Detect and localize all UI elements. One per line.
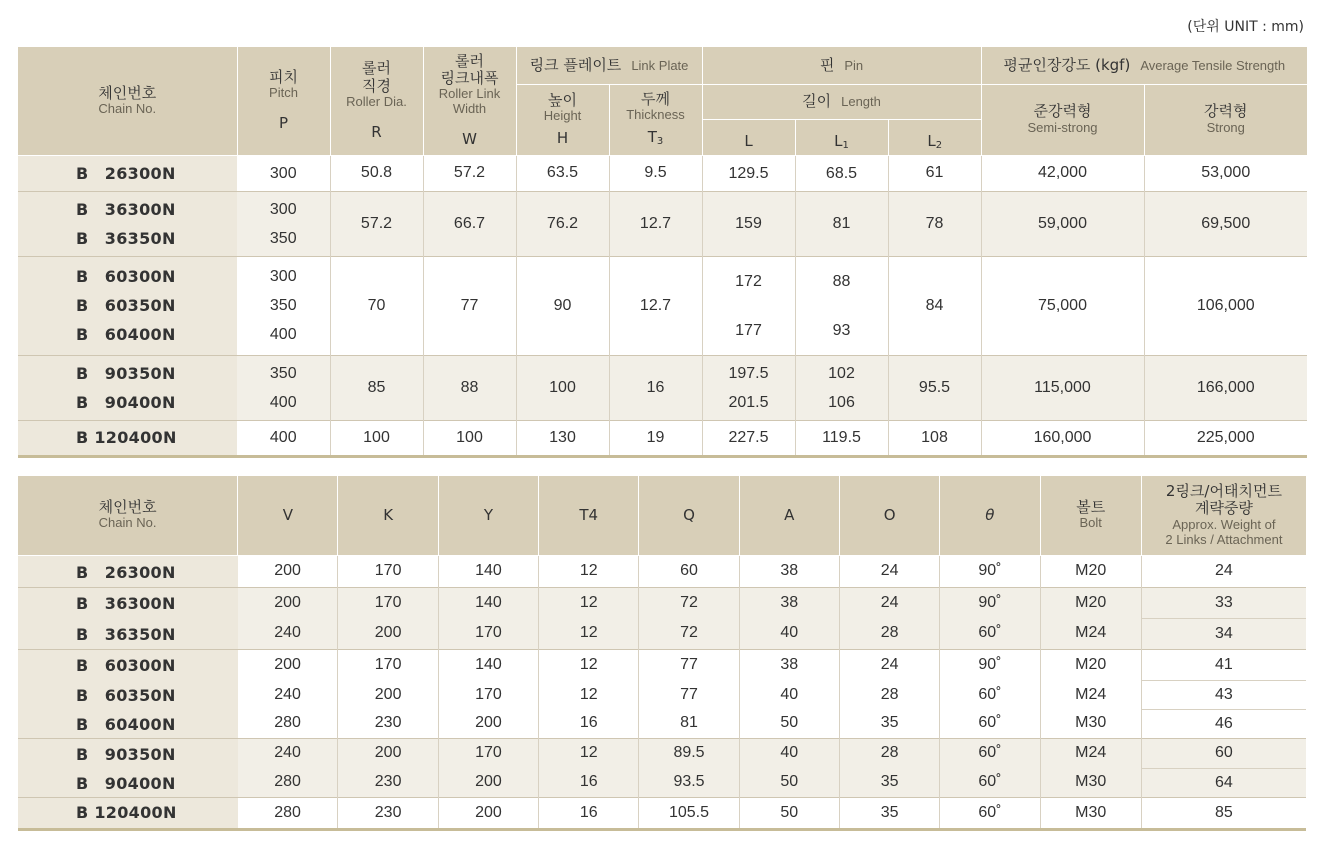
cell-bolt: M24 (1040, 738, 1141, 768)
cell-weight: 24 (1141, 555, 1306, 587)
cell-k: 230 (338, 768, 438, 797)
cell-k: 170 (338, 587, 438, 618)
cell-semi: 59,000 (981, 191, 1144, 256)
cell-r: 57.2 (330, 191, 423, 256)
pitch-value: 350 (269, 229, 297, 247)
cell-v: 280 (238, 768, 338, 797)
cell-w: 77 (423, 256, 516, 355)
cell-l2: 108 (888, 420, 981, 456)
cell-o: 24 (839, 649, 939, 680)
names-value: B 36350N (76, 228, 176, 248)
cell-q: 81 (639, 709, 739, 738)
header-v: V (238, 476, 338, 555)
cell-l2: 95.5 (888, 355, 981, 420)
l-value: 159 (735, 215, 762, 232)
cell-t4: 12 (539, 555, 639, 587)
cell-o: 35 (839, 768, 939, 797)
cell-chain-no: B 60300N (18, 649, 238, 680)
cell-bolt: M24 (1040, 680, 1141, 709)
cell-bolt: M20 (1040, 555, 1141, 587)
cell-pitch (237, 256, 330, 355)
table-row (18, 355, 1307, 420)
header-weight: 2링크/어태치먼트 계략중량 Approx. Weight of 2 Links / Attachment (1141, 476, 1306, 555)
cell-y: 170 (438, 680, 538, 709)
l-value: 129.5 (728, 164, 769, 182)
cell-chain-no: B 36300N (18, 587, 238, 618)
table-row (18, 768, 1306, 797)
cell-y: 140 (438, 555, 538, 587)
cell-theta: 60˚ (940, 709, 1040, 738)
header-roller-dia: 롤러 직경 Roller Dia. R (330, 47, 423, 155)
cell-w: 88 (423, 355, 516, 420)
cell-y: 200 (438, 709, 538, 738)
cell-q: 60 (639, 555, 739, 587)
cell-r: 100 (330, 420, 423, 456)
cell-chain-no: B 60350N (18, 680, 238, 709)
names-value: B 120400N (76, 428, 177, 447)
l-value: 172 (735, 272, 762, 290)
cell-pitch (237, 155, 330, 191)
cell-bolt: M30 (1040, 709, 1141, 738)
cell-chain-no: B 36350N (18, 618, 238, 649)
cell-t3: 9.5 (609, 155, 702, 191)
l1-value: 106 (828, 393, 855, 411)
cell-o: 24 (839, 587, 939, 618)
cell-h: 76.2 (516, 191, 609, 256)
cell-l (702, 191, 795, 256)
header-a: A (739, 476, 839, 555)
cell-y: 140 (438, 649, 538, 680)
cell-pitch (237, 355, 330, 420)
cell-strong: 106,000 (1144, 256, 1307, 355)
cell-names (18, 420, 237, 456)
cell-k: 230 (338, 709, 438, 738)
cell-v: 240 (238, 618, 338, 649)
cell-y: 200 (438, 768, 538, 797)
cell-l2: 61 (888, 155, 981, 191)
cell-a: 38 (739, 649, 839, 680)
cell-q: 93.5 (639, 768, 739, 797)
cell-l1 (795, 256, 888, 355)
cell-k: 170 (338, 555, 438, 587)
cell-l1 (795, 355, 888, 420)
header-length: 길이 Length (702, 84, 981, 119)
cell-w: 66.7 (423, 191, 516, 256)
cell-v: 280 (238, 709, 338, 738)
header-roller-link-width: 롤러 링크내폭 Roller Link Width W (423, 47, 516, 155)
cell-r: 70 (330, 256, 423, 355)
cell-a: 40 (739, 738, 839, 768)
cell-q: 72 (639, 587, 739, 618)
cell-names (18, 191, 237, 256)
cell-chain-no: B 120400N (18, 797, 238, 829)
cell-o: 35 (839, 709, 939, 738)
cell-strong: 225,000 (1144, 420, 1307, 456)
cell-theta: 60˚ (940, 738, 1040, 768)
cell-a: 38 (739, 587, 839, 618)
cell-a: 40 (739, 618, 839, 649)
cell-semi: 160,000 (981, 420, 1144, 456)
header-height: 높이 Height H (516, 84, 609, 155)
cell-r: 50.8 (330, 155, 423, 191)
header-l2: $L_2$ (888, 119, 981, 155)
table-row (18, 649, 1306, 680)
table-row (18, 709, 1306, 738)
cell-chain-no: B 26300N (18, 555, 238, 587)
cell-h: 63.5 (516, 155, 609, 191)
cell-q: 89.5 (639, 738, 739, 768)
cell-a: 38 (739, 555, 839, 587)
l-value: 201.5 (728, 393, 769, 411)
cell-t3: 19 (609, 420, 702, 456)
names-value: B 60400N (76, 325, 176, 344)
cell-v: 200 (238, 555, 338, 587)
attachment-spec-table (18, 476, 1306, 831)
cell-k: 230 (338, 797, 438, 829)
names-value: B 60300N (76, 267, 176, 286)
cell-l1 (795, 155, 888, 191)
cell-t4: 12 (539, 587, 639, 618)
cell-t4: 16 (539, 709, 639, 738)
cell-l (702, 256, 795, 355)
cell-w: 57.2 (423, 155, 516, 191)
cell-q: 77 (639, 649, 739, 680)
cell-weight: 41 (1141, 649, 1306, 680)
cell-names (18, 256, 237, 355)
cell-t4: 12 (539, 680, 639, 709)
cell-weight: 46 (1141, 709, 1306, 738)
table-row (18, 256, 1307, 355)
header-l: L (702, 119, 795, 155)
cell-r: 85 (330, 355, 423, 420)
table-row (18, 420, 1307, 456)
cell-t3: 12.7 (609, 191, 702, 256)
names-value: B 26300N (76, 163, 176, 183)
header-chain-no: 체인번호 Chain No. (18, 476, 238, 555)
cell-t3: 12.7 (609, 256, 702, 355)
cell-h: 130 (516, 420, 609, 456)
cell-k: 200 (338, 680, 438, 709)
table-row (18, 738, 1306, 768)
cell-o: 24 (839, 555, 939, 587)
header-o: O (839, 476, 939, 555)
cell-a: 50 (739, 768, 839, 797)
cell-o: 28 (839, 680, 939, 709)
cell-h: 100 (516, 355, 609, 420)
header-q: Q (639, 476, 739, 555)
table-row (18, 680, 1306, 709)
cell-chain-no: B 90350N (18, 738, 238, 768)
l1-value: 102 (828, 364, 855, 382)
l1-value: 93 (832, 321, 851, 339)
cell-strong: 69,500 (1144, 191, 1307, 256)
cell-v: 200 (238, 587, 338, 618)
cell-bolt: M30 (1040, 797, 1141, 829)
header-t4: T4 (539, 476, 639, 555)
header-theta: θ (940, 476, 1040, 555)
table-row (18, 191, 1307, 256)
cell-y: 170 (438, 618, 538, 649)
pitch-value: 350 (269, 364, 297, 382)
cell-theta: 90˚ (940, 649, 1040, 680)
l1-value: 68.5 (825, 164, 858, 182)
header-l1: $L_1$ (795, 119, 888, 155)
cell-theta: 90˚ (940, 587, 1040, 618)
cell-k: 200 (338, 738, 438, 768)
cell-l2: 78 (888, 191, 981, 256)
cell-theta: 60˚ (940, 618, 1040, 649)
cell-k: 170 (338, 649, 438, 680)
table-row (18, 155, 1307, 191)
cell-l1 (795, 191, 888, 256)
header-pin: 핀 Pin (702, 47, 981, 84)
cell-y: 170 (438, 738, 538, 768)
header-y: Y (438, 476, 538, 555)
header-semi-strong: 준강력형 Semi-strong (981, 84, 1144, 155)
cell-t4: 12 (539, 649, 639, 680)
cell-weight: 33 (1141, 587, 1306, 618)
cell-chain-no: B 60400N (18, 709, 238, 738)
cell-y: 200 (438, 797, 538, 829)
header-tensile-strength: 평균인장강도 (kgf) Average Tensile Strength (981, 47, 1307, 84)
cell-v: 200 (238, 649, 338, 680)
cell-o: 28 (839, 738, 939, 768)
cell-weight: 43 (1141, 680, 1306, 709)
cell-v: 240 (238, 680, 338, 709)
cell-theta: 60˚ (940, 797, 1040, 829)
pitch-value: 300 (269, 164, 297, 182)
table-row (18, 797, 1306, 829)
names-value: B 90350N (76, 363, 176, 383)
names-value: B 90400N (76, 392, 176, 412)
cell-v: 280 (238, 797, 338, 829)
cell-h: 90 (516, 256, 609, 355)
pitch-value: 400 (269, 393, 297, 411)
pitch-value: 300 (269, 268, 297, 285)
cell-t4: 16 (539, 768, 639, 797)
tensile-spec-table (18, 47, 1307, 458)
cell-l (702, 420, 795, 456)
cell-bolt: M20 (1040, 649, 1141, 680)
cell-t3: 16 (609, 355, 702, 420)
cell-k: 200 (338, 618, 438, 649)
l1-value: 88 (832, 272, 851, 290)
header-chain-no: 체인번호 Chain No. (18, 47, 237, 155)
names-value: B 60350N (76, 296, 176, 315)
table-row (18, 555, 1306, 587)
header-k: K (338, 476, 438, 555)
cell-t4: 16 (539, 797, 639, 829)
cell-theta: 60˚ (940, 768, 1040, 797)
cell-semi: 42,000 (981, 155, 1144, 191)
cell-strong: 166,000 (1144, 355, 1307, 420)
cell-weight: 60 (1141, 738, 1306, 768)
cell-t4: 12 (539, 618, 639, 649)
cell-o: 28 (839, 618, 939, 649)
cell-bolt: M30 (1040, 768, 1141, 797)
cell-l (702, 155, 795, 191)
cell-a: 40 (739, 680, 839, 709)
cell-bolt: M20 (1040, 587, 1141, 618)
pitch-value: 400 (269, 429, 297, 446)
header-thickness: 두께 Thickness $T_3$ (609, 84, 702, 155)
cell-chain-no: B 90400N (18, 768, 238, 797)
header-bolt: 볼트 Bolt (1040, 476, 1141, 555)
table-row (18, 618, 1306, 649)
names-value: B 36300N (76, 199, 176, 219)
cell-y: 140 (438, 587, 538, 618)
cell-theta: 90˚ (940, 555, 1040, 587)
cell-pitch (237, 191, 330, 256)
l-value: 197.5 (728, 364, 769, 382)
pitch-value: 400 (269, 326, 297, 343)
pitch-value: 300 (269, 200, 297, 218)
cell-a: 50 (739, 709, 839, 738)
header-strong: 강력형 Strong (1144, 84, 1307, 155)
cell-names (18, 355, 237, 420)
cell-weight: 85 (1141, 797, 1306, 829)
header-pitch: 피치 Pitch P (237, 47, 330, 155)
cell-v: 240 (238, 738, 338, 768)
header-link-plate: 링크 플레이트 Link Plate (516, 47, 702, 84)
cell-l2: 84 (888, 256, 981, 355)
cell-semi: 115,000 (981, 355, 1144, 420)
cell-q: 77 (639, 680, 739, 709)
table-row (18, 587, 1306, 618)
cell-q: 105.5 (639, 797, 739, 829)
l1-value: 119.5 (822, 429, 861, 446)
cell-w: 100 (423, 420, 516, 456)
pitch-value: 350 (269, 297, 297, 314)
l-value: 177 (735, 321, 762, 339)
cell-strong: 53,000 (1144, 155, 1307, 191)
cell-bolt: M24 (1040, 618, 1141, 649)
cell-a: 50 (739, 797, 839, 829)
cell-semi: 75,000 (981, 256, 1144, 355)
l1-value: 81 (832, 215, 851, 232)
cell-t4: 12 (539, 738, 639, 768)
cell-l (702, 355, 795, 420)
cell-o: 35 (839, 797, 939, 829)
unit-note: (단위 UNIT : mm) (1187, 19, 1304, 35)
cell-weight: 34 (1141, 618, 1306, 649)
cell-weight: 64 (1141, 768, 1306, 797)
cell-l1 (795, 420, 888, 456)
cell-q: 72 (639, 618, 739, 649)
cell-names (18, 155, 237, 191)
cell-theta: 60˚ (940, 680, 1040, 709)
cell-pitch (237, 420, 330, 456)
l-value: 227.5 (728, 429, 769, 446)
